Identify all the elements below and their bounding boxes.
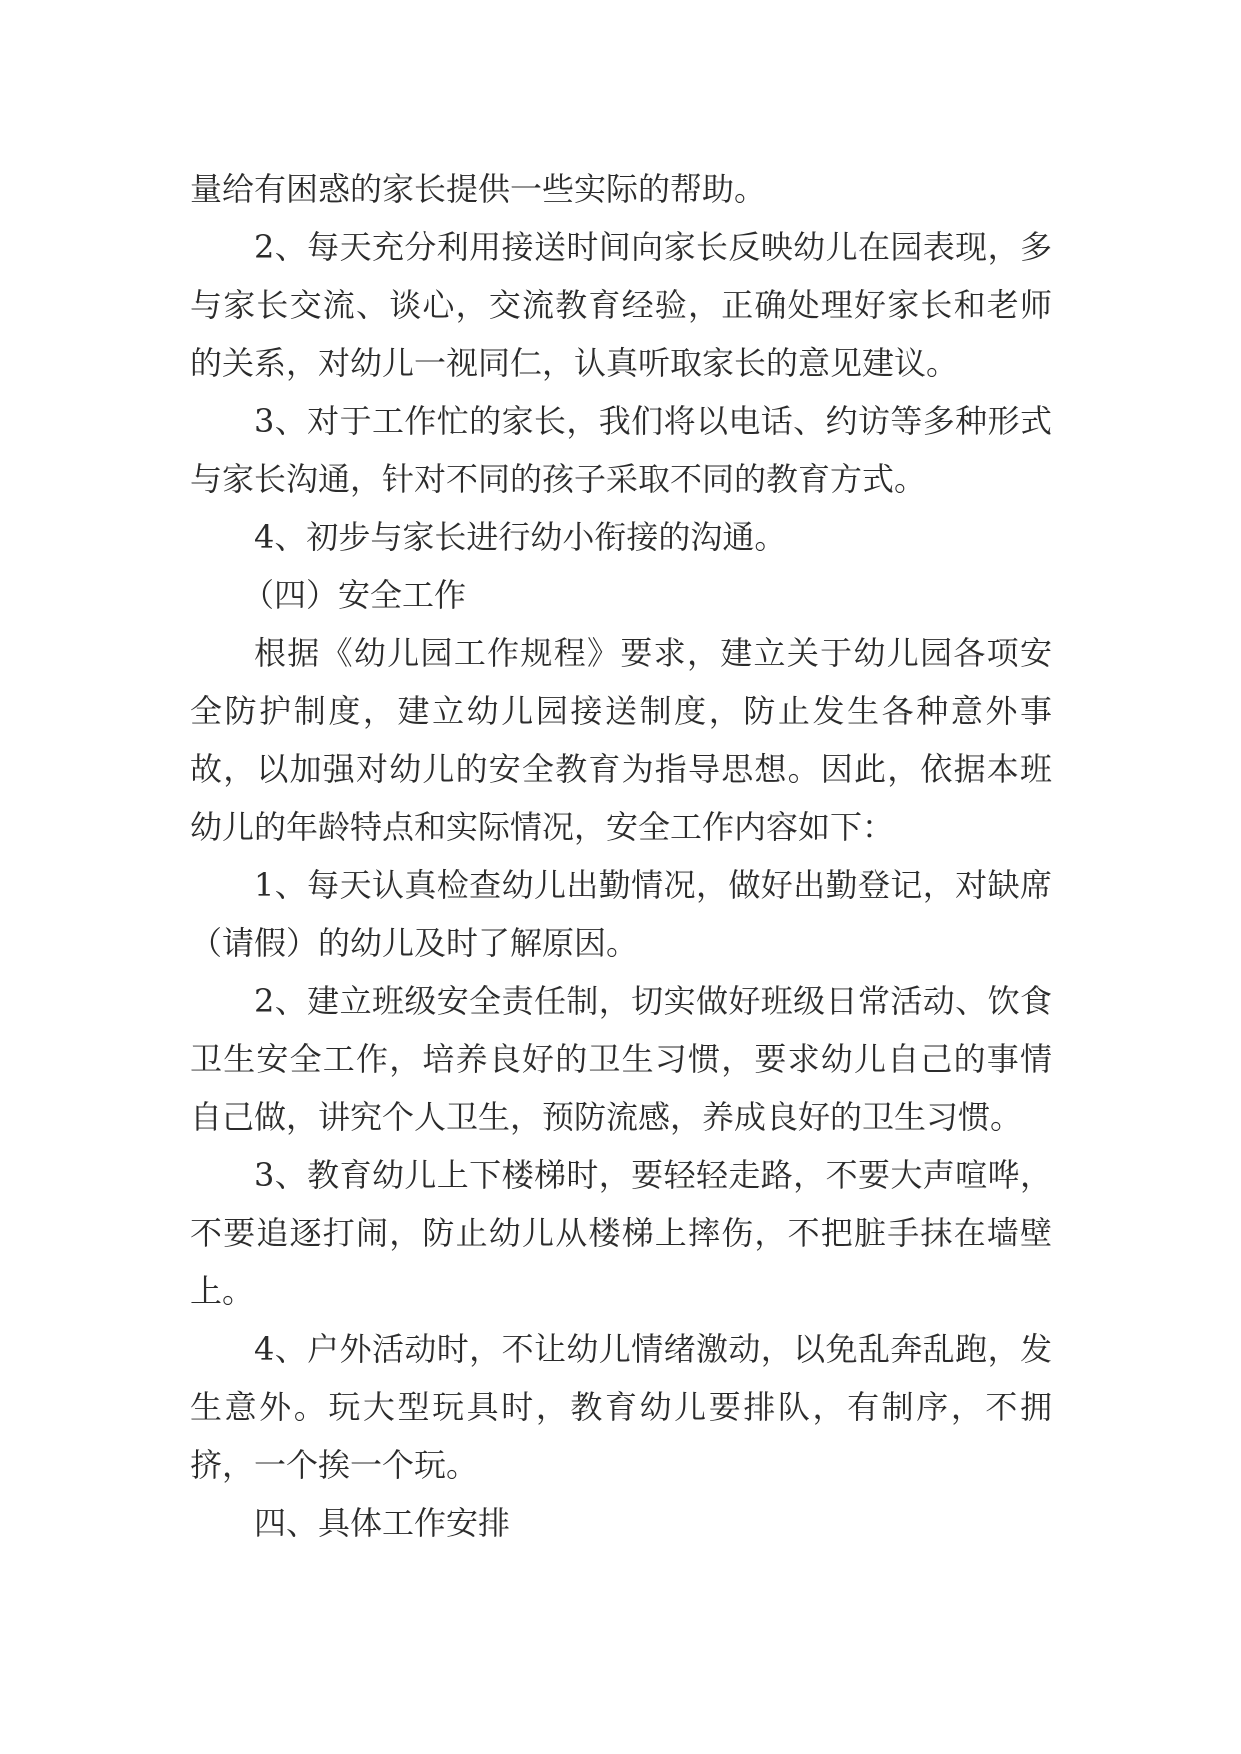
paragraph-safety-intro: 根据《幼儿园工作规程》要求，建立关于幼儿园各项安全防护制度，建立幼儿园接送制度，防止发生各种意外事故，以加强对幼儿的安全教育为指导思想。因此，依据本班幼儿的年龄特点和实际情况，安全工作内容如下： — [190, 634, 1052, 846]
paragraph-item-2-communication: 2、每天充分利用接送时间向家长反映幼儿在园表现，多与家长交流、谈心，交流教育经验，正确处理好家长和老师的关系，对幼儿一视同仁，认真听取家长的意见建议。 — [190, 228, 1052, 382]
paragraph-item-3-busy-parents: 3、对于工作忙的家长，我们将以电话、约访等多种形式与家长沟通，针对不同的孩子采取不同的教育方式。 — [190, 402, 1052, 498]
paragraph-continuation: 量给有困惑的家长提供一些实际的帮助。 — [190, 170, 767, 208]
section-heading-work-arrangement: 四、具体工作安排 — [254, 1504, 511, 1542]
paragraph-safety-item-4: 4、户外活动时，不让幼儿情绪激动，以免乱奔乱跑，发生意外。玩大型玩具时，教育幼儿要排队，有制序，不拥挤，一个挨一个玩。 — [190, 1330, 1052, 1484]
paragraph-safety-item-2: 2、建立班级安全责任制，切实做好班级日常活动、饮食卫生安全工作，培养良好的卫生习惯，要求幼儿自己的事情自己做，讲究个人卫生，预防流感，养成良好的卫生习惯。 — [190, 982, 1052, 1136]
section-heading-safety: （四）安全工作 — [242, 576, 467, 614]
document-body — [190, 160, 1052, 1552]
paragraph-safety-item-3: 3、教育幼儿上下楼梯时，要轻轻走路，不要大声喧哗，不要追逐打闹，防止幼儿从楼梯上摔伤，不把脏手抹在墙壁上。 — [190, 1156, 1052, 1310]
paragraph-safety-item-1: 1、每天认真检查幼儿出勤情况，做好出勤登记，对缺席（请假）的幼儿及时了解原因。 — [190, 866, 1052, 962]
paragraph-item-4-transition: 4、初步与家长进行幼小衔接的沟通。 — [254, 518, 787, 556]
